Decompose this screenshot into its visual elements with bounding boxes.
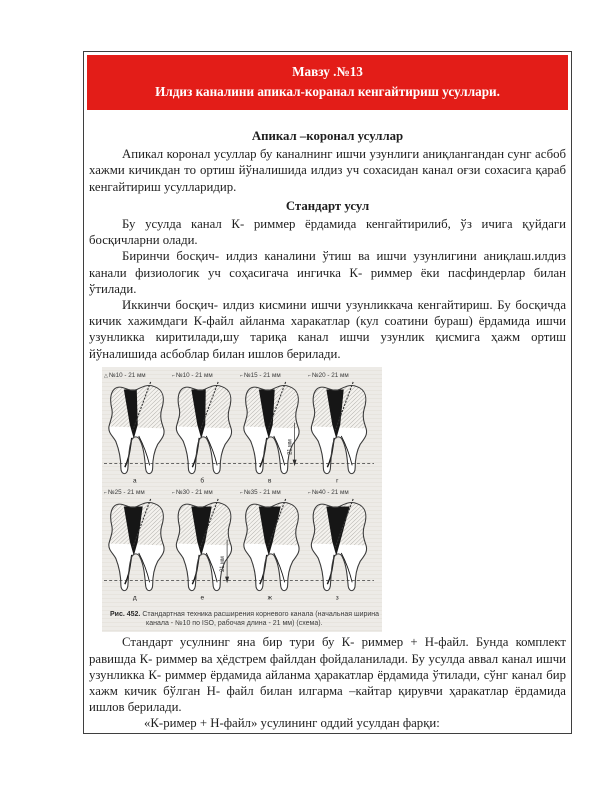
figure-caption-text: Стандартная техника расширения корневого канала (начальная ширина канала - №10 по ISO, рабочая длина - 21 мм) (схема). — [142, 610, 380, 628]
banner-topic-number: Мавзу .№13 — [292, 64, 363, 79]
paragraph-standard-intro: Бу усулда канал К- риммер ёрдамида кенгайтирилиб, ўз ичига қуйдаги босқичларни олади. — [89, 217, 566, 248]
tooth-illustration — [244, 382, 299, 484]
tooth-illustration — [109, 499, 164, 601]
instrument-icon: ⌐ — [240, 489, 243, 496]
heading-apical-coronal: Апикал –коронал усуллар — [251, 129, 404, 143]
svg-text:д: д — [132, 594, 137, 602]
svg-text:а: а — [132, 477, 137, 485]
instrument-icon: ⌐ — [308, 372, 311, 379]
figure-caption — [110, 610, 380, 629]
tooth-label: ⌐№10 - 21 мм — [172, 371, 213, 379]
instrument-icon: ⌐ — [308, 489, 311, 496]
svg-text:ж: ж — [267, 594, 272, 602]
content-border-box — [83, 51, 572, 734]
heading-standard-method: Стандарт усул — [285, 198, 370, 213]
teeth-diagram — [104, 498, 374, 606]
tooth-labels-row — [104, 372, 382, 380]
tooth-label: △№10 - 21 мм — [104, 371, 146, 379]
tooth-illustration — [176, 499, 231, 601]
instrument-icon: ⌐ — [240, 372, 243, 379]
instrument-icon: △ — [104, 372, 108, 379]
instrument-icon: ⌐ — [172, 372, 175, 379]
svg-text:е: е — [200, 594, 205, 602]
banner-topic-title: Илдиз каналини апикал-коранал кенгайтириш усуллари. — [155, 84, 500, 99]
teeth-row — [104, 489, 382, 606]
tooth-label: ⌐№20 - 21 мм — [308, 371, 349, 379]
title-banner — [87, 55, 568, 110]
document-body — [84, 113, 571, 732]
instrument-icon: ⌐ — [172, 489, 175, 496]
paragraph-difference-intro: «К-ример + Н-файл» усулининг оддий усулдан фарқи: — [144, 716, 440, 731]
tooth-label: ⌐№40 - 21 мм — [308, 488, 349, 496]
tooth-label: ⌐№35 - 21 мм — [240, 488, 281, 496]
tooth-label: ⌐№30 - 21 мм — [172, 488, 213, 496]
tooth-illustration — [176, 382, 231, 484]
figure-452 — [102, 367, 382, 633]
tooth-label: ⌐№25 - 21 мм — [104, 488, 145, 496]
svg-text:в: в — [268, 477, 272, 485]
tooth-labels-row — [104, 489, 382, 497]
tooth-illustration — [109, 382, 164, 484]
svg-text:г: г — [336, 477, 339, 485]
teeth-rows-container — [104, 372, 382, 606]
tooth-illustration — [311, 382, 366, 484]
tooth-illustration — [244, 499, 299, 601]
instrument-icon: ⌐ — [104, 489, 107, 496]
paragraph-step-2: Иккинчи босқич- илдиз кисмини ишчи узунликкача кенгайтириш. Бу босқичда кичик хажимдаги К-файл айланма харакатлар (кул соатини бураш) ёрдамида ишчи узунликка киритилади,шу тариқа канал ишчи узунлик қисмига ҳажм ортиш йўналишида асбоблар билан ишлов берилади. — [89, 298, 566, 361]
svg-text:б: б — [200, 477, 205, 485]
figure-caption-number: Рис. 452. — [110, 610, 141, 618]
paragraph-apical-definition: Апикал коронал усуллар бу каналнинг ишчи узунлиги аниқлангандан сунг асбоб хажми кичикдан то ортиш йўналишида илдиз уч сохасидан канал оғзи сохасига қараб кенгайтириш усулларидир. — [89, 147, 566, 194]
tooth-label: ⌐№15 - 21 мм — [240, 371, 281, 379]
teeth-row — [104, 372, 382, 489]
svg-text:з: з — [335, 594, 339, 602]
paragraph-kreamer-hfile: Стандарт усулнинг яна бир тури бу К- риммер + Н-файл. Бунда комплект равишда К- риммер ва ҳёдстрем файлдан фойдаланилади. Бу усулда аввал канал ишчи узунликка К- риммер ёрдамида айланма ҳаракатлар ёрдамида ўтилади, сўнг канал бир хажм кичик бўлган Н- файл билан илгарма –кайтар қирувчи ҳаракатлар ёрдамида ишлов берилади. — [89, 635, 566, 715]
tooth-illustration — [311, 499, 366, 601]
svg-text:21 мм: 21 мм — [220, 556, 227, 572]
svg-text:21 мм: 21 мм — [287, 439, 294, 455]
paragraph-step-1: Биринчи босқич- илдиз каналини ўтиш ва ишчи узунлигини аниқлаш.илдиз канали физиологик уч соҳасигача ингичка К- риммер ёки пасфиндерлар билан ўтилади. — [89, 249, 566, 296]
teeth-diagram — [104, 381, 374, 489]
